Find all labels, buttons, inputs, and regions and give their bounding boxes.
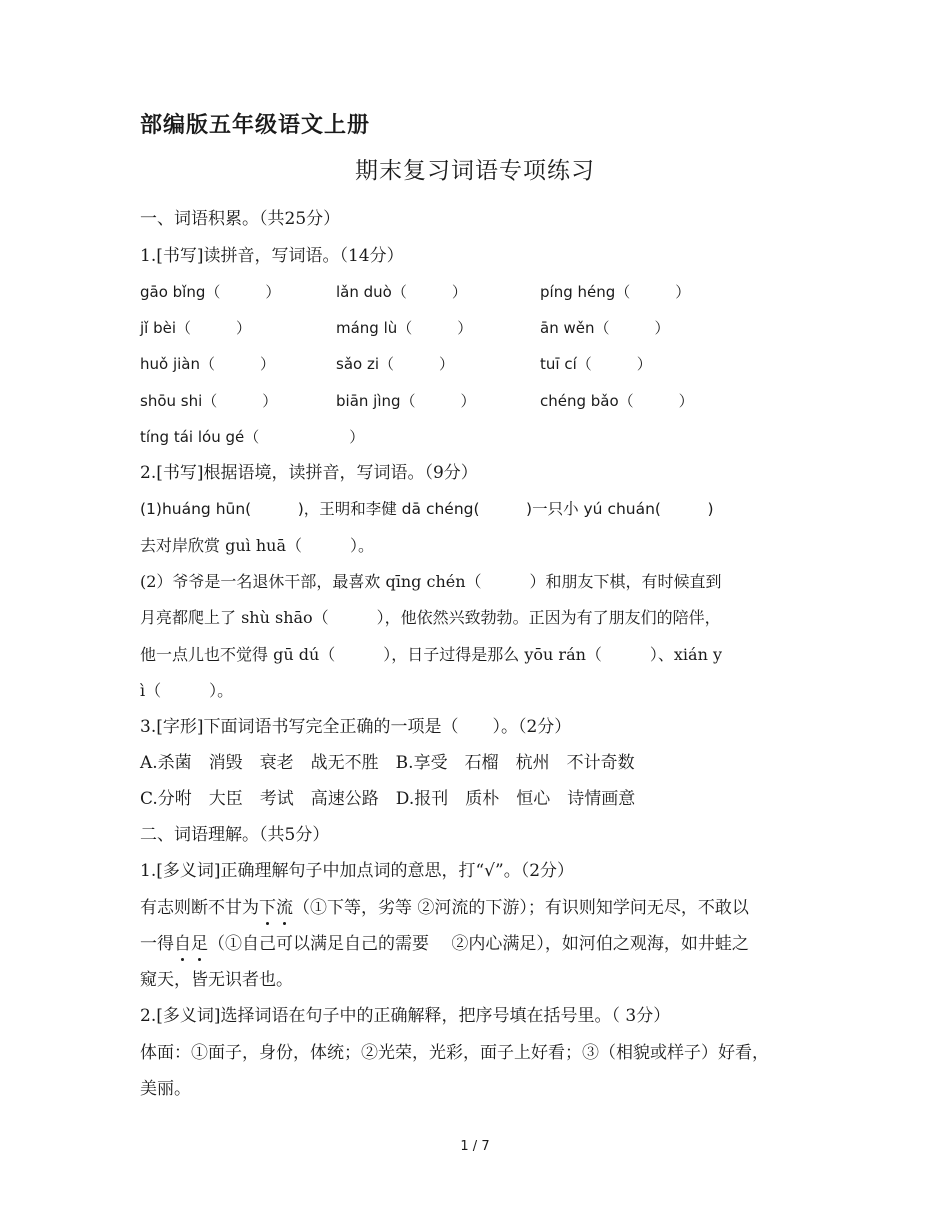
pinyin-item: biān jìng（ ） xyxy=(336,392,476,410)
pinyin-item: sǎo zi（ ） xyxy=(336,355,454,373)
pinyin-item: lǎn duò（ ） xyxy=(336,283,467,301)
pinyin-item: ān wěn（ ） xyxy=(540,319,670,337)
pinyin-item: jǐ bèi（ ） xyxy=(140,319,252,337)
passage-line: 有志则断不甘为下流（①下等，劣等 ②河流的下游）；有识则知学问无尽，不敢以 xyxy=(140,898,749,918)
context-line: (1)huáng hūn( )，王明和李健 dā chéng( )一只小 yú chuán( ) xyxy=(140,500,714,518)
document-title: 部编版五年级语文上册 xyxy=(140,112,371,138)
dotted-char: 下 xyxy=(259,898,276,918)
pinyin-item: píng héng（ ） xyxy=(540,283,691,301)
question-2-2-label: 2.[多义词]选择词语在句子中的正确解释，把序号填在括号里。（ 3分） xyxy=(140,1006,671,1026)
document-subtitle: 期末复习词语专项练习 xyxy=(355,158,595,184)
context-line: (2）爷爷是一名退休干部，最喜欢 qīng chén（ ）和朋友下棋，有时候直到 xyxy=(140,572,722,591)
pinyin-item: shōu shi（ ） xyxy=(140,392,278,410)
dotted-char: 自 xyxy=(174,934,191,954)
context-line: 月亮都爬上了 shù shāo（ ），他依然兴致勃勃。正因为有了朋友们的陪伴， xyxy=(140,608,721,627)
context-line: 去对岸欣赏 guì huā（ ）。 xyxy=(140,536,374,555)
option-line: C.分咐 大臣 考试 高速公路 D.报刊 质朴 恒心 诗情画意 xyxy=(140,789,636,809)
definition-line: 体面：①面子，身份，体统；②光荣，光彩，面子上好看；③（相貌或样子）好看， xyxy=(140,1043,769,1063)
pinyin-item: huǒ jiàn（ ） xyxy=(140,355,275,373)
question-2-1-label: 1.[多义词]正确理解句子中加点词的意思，打“√”。（2分） xyxy=(140,861,575,881)
option-line: A.杀菌 消毁 衰老 战无不胜 B.享受 石榴 杭州 不计奇数 xyxy=(140,753,635,773)
page-indicator: 1 / 7 xyxy=(460,1139,490,1154)
definition-line: 美丽。 xyxy=(140,1079,191,1099)
pinyin-item: gāo bǐng（ ） xyxy=(140,283,281,301)
context-line: 他一点儿也不觉得 gū dú（ ），日子过得是那么 yōu rán（ ）、xián y xyxy=(140,645,723,664)
question-1-2-label: 2.[书写]根据语境，读拼音，写词语。（9分） xyxy=(140,463,478,483)
dotted-char: 足 xyxy=(191,934,208,954)
question-1-1-label: 1.[书写]读拼音，写词语。（14分） xyxy=(140,246,404,266)
passage-line: 窥天，皆无识者也。 xyxy=(140,970,293,990)
dotted-char: 流 xyxy=(276,898,293,918)
pinyin-item: tuī cí（ ） xyxy=(540,355,652,373)
context-line: ì（ ）。 xyxy=(140,681,234,700)
section2-heading: 二、词语理解。（共5分） xyxy=(140,825,330,845)
pinyin-item: tíng tái lóu gé（ ） xyxy=(140,428,365,446)
pinyin-item: chéng bǎo（ ） xyxy=(540,392,694,410)
passage-line: 一得自足（①自己可以满足自己的需要 ②内心满足），如河伯之观海，如井蛙之 xyxy=(140,934,749,954)
question-1-3-label: 3.[字形]下面词语书写完全正确的一项是（ ）。（2分） xyxy=(140,717,572,737)
section1-heading: 一、词语积累。（共25分） xyxy=(140,209,341,229)
pinyin-item: máng lù（ ） xyxy=(336,319,473,337)
